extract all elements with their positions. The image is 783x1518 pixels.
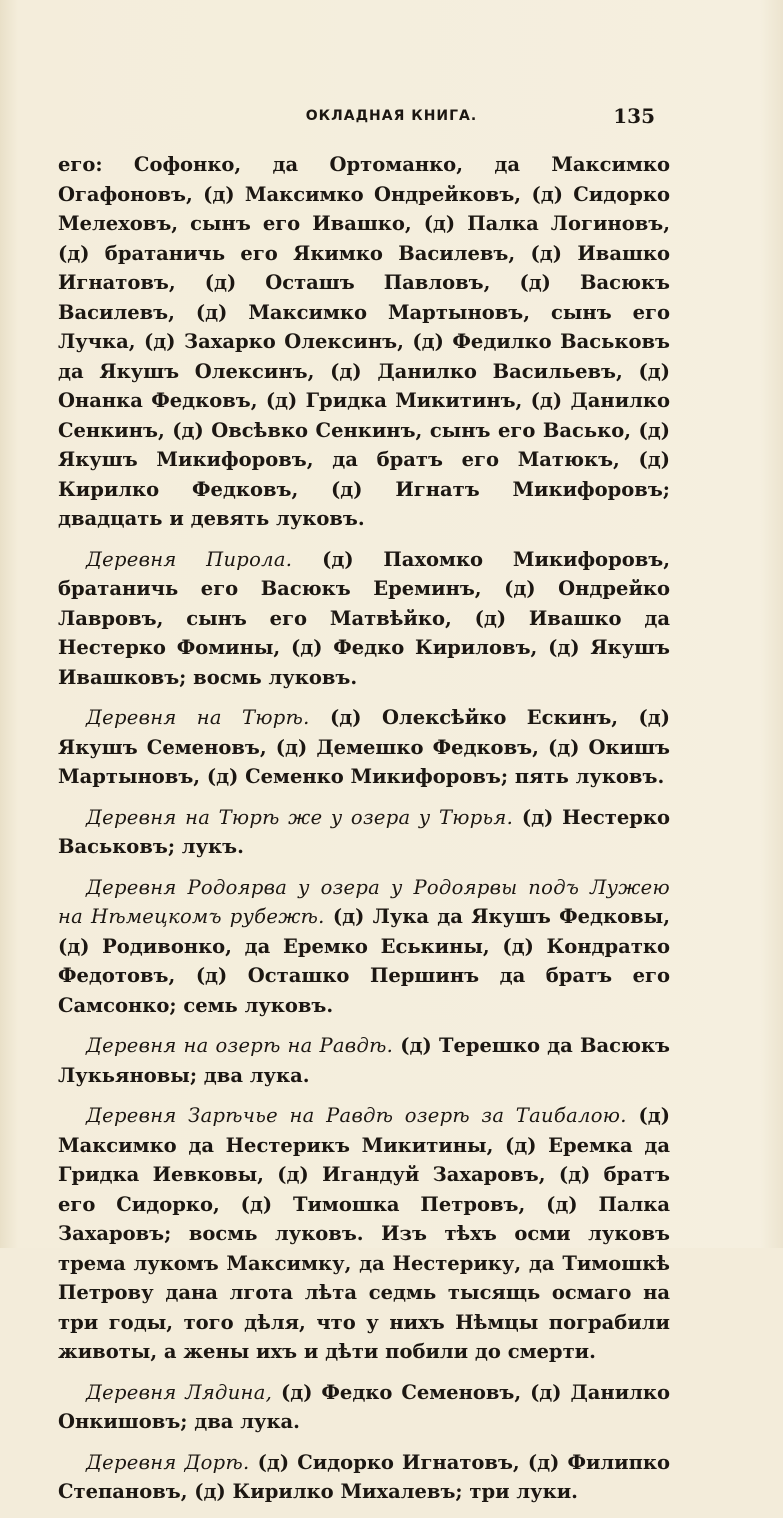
- paragraph-village-rodoyarva: [58, 873, 670, 1021]
- paragraph-continuation: [58, 150, 670, 534]
- village-name: Деревня Дорѣ.: [86, 1450, 250, 1474]
- paragraph-village-zarechye: [58, 1101, 670, 1367]
- paragraph-village-ravda: [58, 1031, 670, 1090]
- paragraph-text: его: Софонко, да Ортоманко, да Максимко Огафоновъ, (д) Максимко Ондрейковъ, (д) Сидорко Мелеховъ, сынъ его Ивашко, (д) Палка Логиновъ, (д) братаничь его Якимко Василевъ, (д) Ивашко Игнатовъ, (д) Осташъ Павловъ, (д) Васюкъ Василевъ, (д) Максимко Мартыновъ, сынъ его Лучка, (д) Захарко Олексинъ, (д) Федилко Васьковъ да Якушъ Олексинъ, (д) Данилко Васильевъ, (д) Онанка Федковъ, (д) Гридка Микитинъ, (д) Данилко Сенкинъ, (д) Овсѣвко Сенкинъ, сынъ его Васько, (д) Якушъ Микифоровъ, да братъ его Матюкъ, (д) Кирилко Федковъ, (д) Игнатъ Микифоровъ; двадцать и девять луковъ.: [58, 153, 670, 530]
- paragraph-village-dor: [58, 1448, 670, 1507]
- village-name: Деревня на Тюрѣ.: [86, 706, 310, 729]
- paragraph-text: (д) Нестерко Васьковъ; лукъ.: [58, 805, 670, 858]
- paragraph-text: (д) Пахомко Микифоровъ, братаничь его Васюкъ Ереминъ, (д) Ондрейко Лавровъ, сынъ его Матвѣйко, (д) Ивашко да Нестерко Фомины, (д) Федко Кириловъ, (д) Якушъ Ивашковъ; восмь луковъ.: [58, 547, 670, 689]
- page-number: 135: [613, 104, 655, 128]
- village-name: Деревня Лядина,: [86, 1380, 273, 1404]
- paragraph-village-tyurya: [58, 803, 670, 862]
- paragraph-village-na-tyure: [58, 703, 670, 792]
- paragraph-text: (д) Федко Семеновъ, (д) Данилко Онкишовъ; два лука.: [58, 1380, 670, 1433]
- running-title: ОКЛАДНАЯ КНИГА.: [305, 108, 478, 124]
- village-name: Деревня Зарѣчье на Равдѣ озерѣ за Таибалою.: [86, 1104, 627, 1127]
- body-text: [58, 150, 670, 1518]
- paragraph-text: (д) Терешко да Васюкъ Лукьяновы; два лука.: [58, 1034, 670, 1087]
- paragraph-village-pirola: [58, 545, 670, 693]
- village-name: Деревня Пирола.: [86, 547, 293, 571]
- paragraph-text: (д) Олексѣйко Ескинъ, (д) Якушъ Семеновъ, (д) Демешко Федковъ, (д) Окишъ Мартыновъ, (д) Семенко Микифоровъ; пять луковъ.: [58, 706, 670, 788]
- village-name: Деревня Родоярва у озера у Родоярвы подъ Лужею на Нѣмецкомъ рубежѣ.: [58, 875, 670, 928]
- paragraph-text: (д) Сидорко Игнатовъ, (д) Филипко Степановъ, (д) Кирилко Михалевъ; три луки.: [58, 1450, 670, 1503]
- page-header: [0, 104, 783, 136]
- village-name: Деревня на озерѣ на Равдѣ.: [86, 1034, 394, 1057]
- paragraph-text: (д) Лука да Якушъ Федковы, (д) Родивонко, да Еремко Еськины, (д) Кондратко Федотовъ, (д) Осташко Першинъ да братъ его Самсонко; семь луковъ.: [58, 905, 670, 1017]
- village-name: Деревня на Тюрѣ же у озера у Тюрья.: [86, 805, 514, 829]
- paragraph-village-lyadina: [58, 1378, 670, 1437]
- paragraph-text: (д) Максимко да Нестерикъ Микитины, (д) Еремка да Гридка Иевковы, (д) Игандуй Захаровъ, (д) братъ его Сидорко, (д) Тимошка Петровъ, (д) Палка Захаровъ; восмь луковъ. Изъ тѣхъ осми луковъ трема лукомъ Максимку, да Нестерику, да Тимошкѣ Петрову дана лгота лѣта седмь тысящь осмаго на три годы, того дѣля, что у нихъ Нѣмцы пограбили животы, а жены ихъ и дѣти побили до смерти.: [58, 1104, 670, 1363]
